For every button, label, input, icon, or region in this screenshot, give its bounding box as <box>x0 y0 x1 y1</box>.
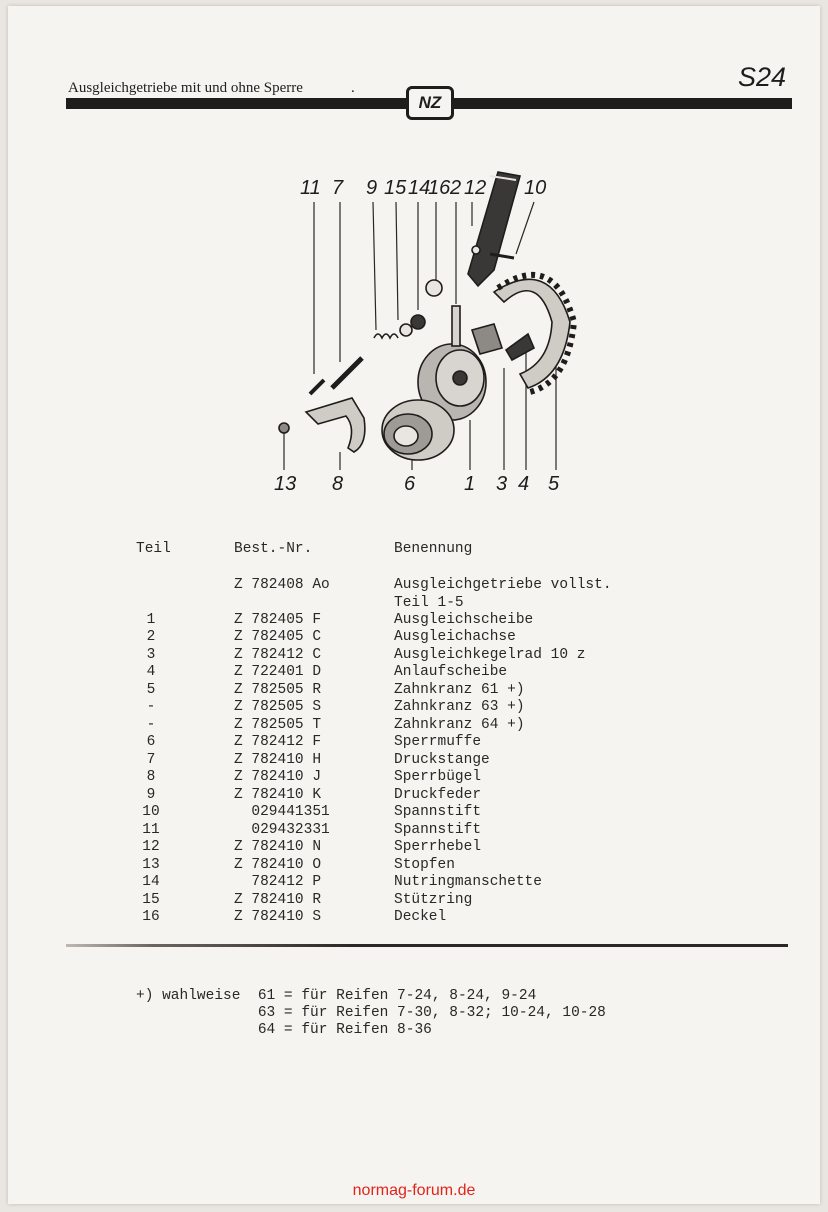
cell-benennung: Zahnkranz 63 +) <box>394 699 525 715</box>
table-row <box>8 612 820 629</box>
cell-best-nr: Z 722401 D <box>234 664 322 680</box>
page-number: S24 <box>738 62 787 92</box>
diagram-label-top: 15 <box>384 177 407 199</box>
cell-teil: - <box>146 699 156 715</box>
table-row <box>8 804 820 821</box>
column-header-nr: Best.-Nr. <box>234 541 313 557</box>
cell-best-nr: Z 782410 H <box>234 751 322 768</box>
cell-benennung: Ausgleichscheibe <box>394 611 534 628</box>
cell-best-nr: Z 782505 R <box>234 681 322 698</box>
cell-teil: 16 <box>142 909 160 925</box>
diagram-label-bottom: 4 <box>518 473 530 495</box>
table-row <box>8 577 820 594</box>
table-row <box>8 647 820 664</box>
cell-benennung: Anlaufscheibe <box>394 664 508 680</box>
footnote-line: 64 = für Reifen 8-36 <box>136 1022 432 1038</box>
cell-benennung: Druckfeder <box>394 786 482 803</box>
cell-teil: 13 <box>142 856 160 873</box>
diagram-label-bottom: 5 <box>548 473 560 495</box>
footer-rule <box>66 944 788 947</box>
cell-benennung: Stopfen <box>394 856 455 873</box>
column-header-name: Benennung <box>394 541 473 557</box>
cell-benennung: Ausgleichgetriebe vollst. <box>394 577 612 593</box>
diagram-label-top: 11 <box>300 177 321 199</box>
cell-teil: 2 <box>146 629 156 645</box>
table-row <box>8 857 820 874</box>
watermark: normag-forum.de <box>352 1182 476 1199</box>
table-row <box>8 734 820 751</box>
cell-teil: 8 <box>146 769 156 785</box>
cell-best-nr: Z 782410 J <box>234 769 322 785</box>
cell-best-nr: Z 782410 O <box>234 856 322 873</box>
cell-best-nr: 029432331 <box>234 821 330 838</box>
cell-teil: 11 <box>142 821 160 838</box>
table-header <box>8 541 820 558</box>
diagram-label-top: 9 <box>366 177 378 199</box>
cell-teil: 7 <box>146 751 156 768</box>
table-row <box>8 874 820 891</box>
table-row <box>8 699 820 716</box>
diagram-label-bottom: 6 <box>404 473 416 495</box>
diagram-label-top: 16 <box>428 177 451 199</box>
diagram-label-top: 12 <box>464 177 487 199</box>
column-header-teil: Teil <box>136 541 171 557</box>
document-page <box>8 6 820 1204</box>
cell-best-nr: Z 782410 S <box>234 909 322 925</box>
diagram-label-top: 2 <box>450 177 462 199</box>
diagram-label-top: 14 <box>408 177 431 199</box>
cell-teil: 9 <box>146 786 156 803</box>
cell-best-nr: Z 782410 K <box>234 786 322 803</box>
cell-benennung: Nutringmanschette <box>394 874 542 890</box>
cell-teil: 3 <box>146 646 156 663</box>
diagram-label-bottom: 3 <box>496 473 508 495</box>
cell-benennung: Ausgleichkegelrad 10 z <box>394 646 586 663</box>
cell-benennung: Zahnkranz 64 +) <box>394 716 525 733</box>
cell-best-nr: Z 782408 Ao <box>234 577 330 593</box>
cell-benennung: Stützring <box>394 891 473 908</box>
cell-best-nr: Z 782405 C <box>234 629 322 645</box>
cell-teil: 1 <box>146 611 156 628</box>
diagram-label-top: 7 <box>332 177 344 199</box>
cell-benennung: Teil 1-5 <box>394 594 464 611</box>
cell-teil: 5 <box>146 681 156 698</box>
cell-benennung: Druckstange <box>394 751 490 768</box>
cell-teil: 6 <box>146 734 156 750</box>
cell-teil: 15 <box>142 891 160 908</box>
table-row <box>8 909 820 926</box>
cell-benennung: Ausgleichachse <box>394 629 516 645</box>
cell-benennung: Sperrmuffe <box>394 734 482 750</box>
table-row <box>8 892 820 909</box>
cell-best-nr: Z 782412 C <box>234 646 322 663</box>
cell-teil: - <box>146 716 156 733</box>
exploded-parts-diagram <box>258 162 588 502</box>
cell-benennung: Spannstift <box>394 821 482 838</box>
diagram-label-bottom: 8 <box>332 473 344 495</box>
table-row <box>8 752 820 769</box>
cell-best-nr: Z 782412 F <box>234 734 322 750</box>
table-row <box>8 595 820 612</box>
header-title: Ausgleichgetriebe mit und ohne Sperre . <box>68 80 355 96</box>
cell-best-nr: Z 782505 S <box>234 699 322 715</box>
cell-benennung: Sperrhebel <box>394 839 482 855</box>
cell-teil: 12 <box>142 839 160 855</box>
table-row <box>8 787 820 804</box>
cell-benennung: Spannstift <box>394 804 482 820</box>
cell-benennung: Zahnkranz 61 +) <box>394 681 525 698</box>
cell-teil: 10 <box>142 804 160 820</box>
diagram-label-top: 10 <box>524 177 547 199</box>
table-row <box>8 822 820 839</box>
footnote-line: +) wahlweise 61 = für Reifen 7-24, 8-24, 9-24 <box>136 988 537 1004</box>
cell-teil: 14 <box>142 874 160 890</box>
cell-best-nr: 029441351 <box>234 804 330 820</box>
diagram-label-bottom: 13 <box>274 473 297 495</box>
cell-benennung: Deckel <box>394 909 447 925</box>
table-row <box>8 629 820 646</box>
cell-best-nr: Z 782410 N <box>234 839 322 855</box>
table-row <box>8 839 820 856</box>
cell-best-nr: 782412 P <box>234 874 322 890</box>
table-row <box>8 769 820 786</box>
cell-teil: 4 <box>146 664 156 680</box>
cell-benennung: Sperrbügel <box>394 769 482 785</box>
footnote-line: 63 = für Reifen 7-30, 8-32; 10-24, 10-28 <box>136 1005 606 1021</box>
cell-best-nr: Z 782410 R <box>234 891 322 908</box>
table-row <box>8 717 820 734</box>
nz-logo: NZ <box>406 86 454 120</box>
table-row <box>8 682 820 699</box>
table-row <box>8 664 820 681</box>
cell-best-nr: Z 782505 T <box>234 716 322 733</box>
diagram-label-bottom: 1 <box>464 473 476 495</box>
cell-best-nr: Z 782405 F <box>234 611 322 628</box>
